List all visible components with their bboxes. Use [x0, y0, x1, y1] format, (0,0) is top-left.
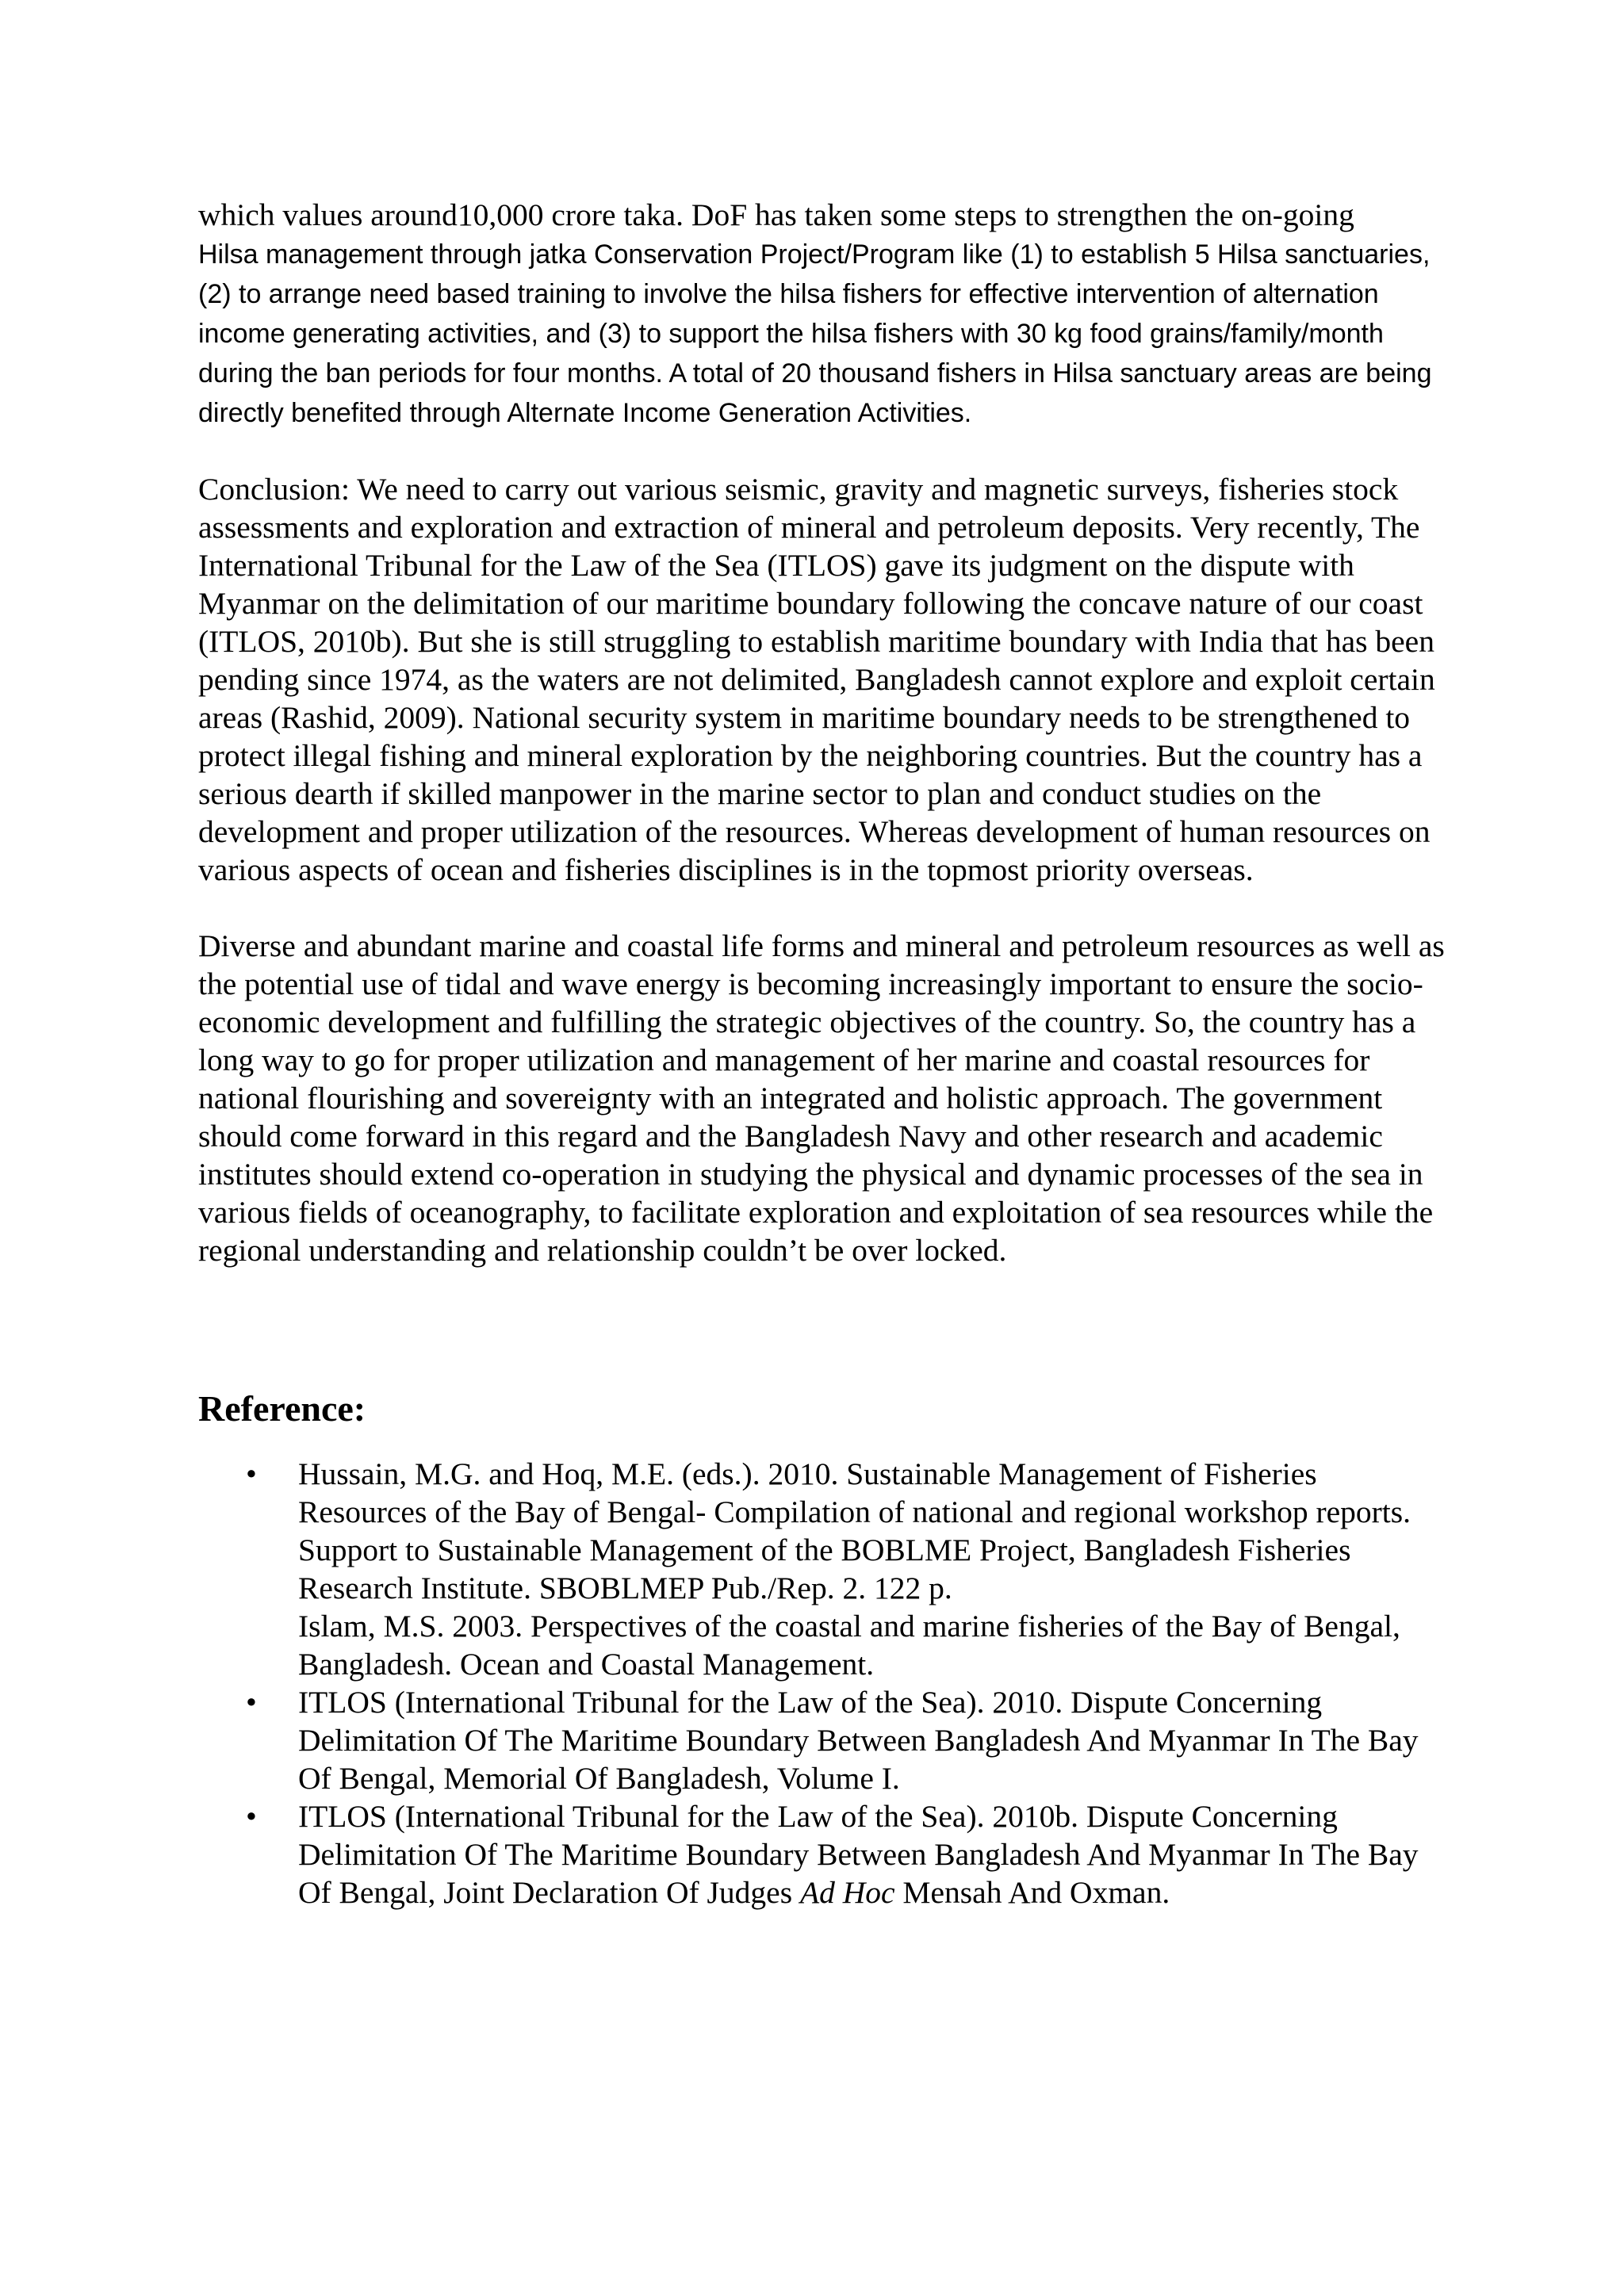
- reference-item: [198, 1797, 1451, 1911]
- intro-sans-text: Hilsa management through jatka Conservation Project/Program like (1) to establish 5 Hilsa sanctuaries, (2) to arrange need based training to involve the hilsa fishers for effective intervention of alternation income generating activities, and (3) to support the hilsa fishers with 30 kg food grains/family/month during the ban periods for four months. A total of 20 thousand fishers in Hilsa sanctuary areas are being directly benefited through Alternate Income Generation Activities.: [198, 239, 1432, 428]
- diverse-paragraph: Diverse and abundant marine and coastal life forms and mineral and petroleum resources as well as the potential use of tidal and wave energy is becoming increasingly important to ensure the socio-economic development and fulfilling the strategic objectives of the country. So, the country has a long way to go for proper utilization and management of her marine and coastal resources for national flourishing and sovereignty with an integrated and holistic approach. The government should come forward in this regard and the Bangladesh Navy and other research and academic institutes should extend co-operation in studying the physical and dynamic processes of the sea in various fields of oceanography, to facilitate exploration and exploitation of sea resources while the regional understanding and relationship couldn’t be over locked.: [198, 928, 1445, 1268]
- reference-item: [198, 1683, 1451, 1797]
- reference-italic-text: Ad Hoc: [799, 1875, 895, 1910]
- bullet-icon: •: [246, 1685, 257, 1720]
- bullet-icon: •: [246, 1456, 257, 1491]
- document-page: [198, 196, 1451, 1911]
- conclusion-paragraph: Conclusion: We need to carry out various seismic, gravity and magnetic surveys, fisheries stock assessments and exploration and extraction of mineral and petroleum deposits. Very recently, The International Tribunal for the Law of the Sea (ITLOS) gave its judgment on the dispute with Myanmar on the delimitation of our maritime boundary following the concave nature of our coast (ITLOS, 2010b). But she is still struggling to establish maritime boundary with India that has been pending since 1974, as the waters are not delimited, Bangladesh cannot explore and exploit certain areas (Rashid, 2009). National security system in maritime boundary needs to be strengthened to protect illegal fishing and mineral exploration by the neighboring countries. But the country has a serious dearth if skilled manpower in the marine sector to plan and conduct studies on the development and proper utilization of the resources. Whereas development of human resources on various aspects of ocean and fisheries disciplines is in the topmost priority overseas.: [198, 472, 1435, 887]
- intro-paragraph: [198, 196, 1451, 432]
- reference-list: [198, 1455, 1451, 1911]
- reference-text-end: Mensah And Oxman.: [894, 1875, 1170, 1910]
- reference-text: ITLOS (International Tribunal for the Law of the Sea). 2010. Dispute Concerning Delimitation Of The Maritime Boundary Between Bangladesh And Myanmar In The Bay Of Bengal, Memorial Of Bangladesh, Volume I.: [298, 1685, 1419, 1796]
- reference-item: [198, 1455, 1451, 1683]
- heading-gap: [198, 1431, 1451, 1455]
- intro-serif-text: which values around10,000 crore taka. DoF has taken some steps to strengthen the on-going: [198, 197, 1354, 232]
- bullet-icon: •: [246, 1799, 257, 1834]
- reference-heading: Reference:: [198, 1388, 366, 1429]
- section-gap: [198, 1269, 1451, 1387]
- reference-text-continuation: Islam, M.S. 2003. Perspectives of the coastal and marine fisheries of the Bay of Bengal, Bangladesh. Ocean and Coastal Management.: [298, 1609, 1400, 1682]
- reference-text: Hussain, M.G. and Hoq, M.E. (eds.). 2010. Sustainable Management of Fisheries Resources of the Bay of Bengal- Compilation of national and regional workshop reports. Support to Sustainable Management of the BOBLME Project, Bangladesh Fisheries Research Institute. SBOBLMEP Pub./Rep. 2. 122 p.: [298, 1456, 1411, 1605]
- reference-text: ITLOS (International Tribunal for the Law of the Sea). 2010b. Dispute Concerning Delimitation Of The Maritime Boundary Between Bangladesh And Myanmar In The Bay Of Bengal, Joint Declaration Of Judges: [298, 1799, 1419, 1910]
- paragraph-gap: [198, 889, 1451, 927]
- paragraph-gap: [198, 432, 1451, 470]
